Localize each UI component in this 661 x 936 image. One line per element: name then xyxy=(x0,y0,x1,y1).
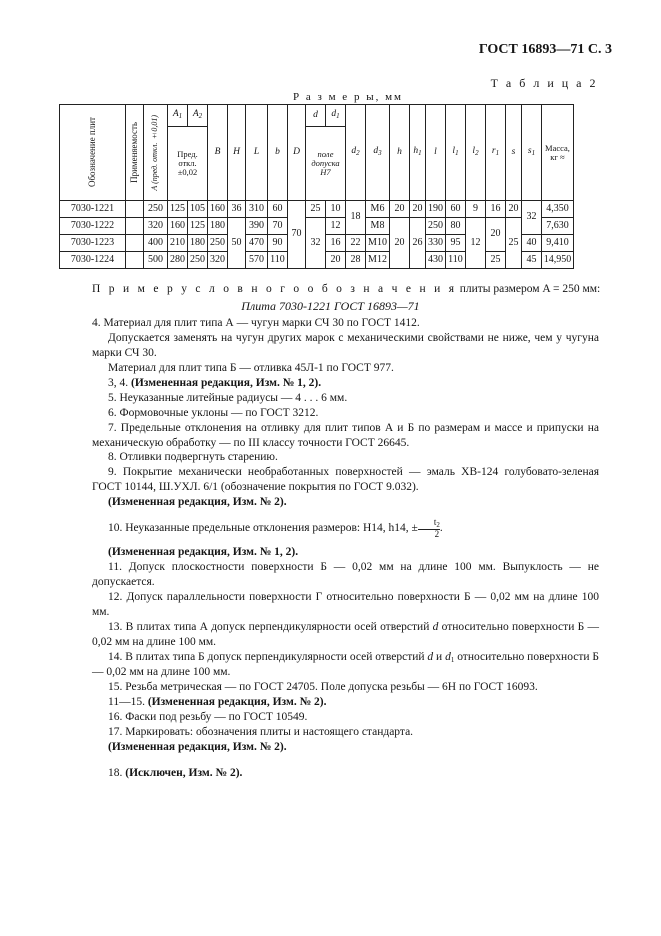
paragraph-9-note: (Измененная редакция, Изм. № 2). xyxy=(108,496,287,509)
paragraphs xyxy=(92,316,599,781)
header-mass: Масса, кг ≈ xyxy=(542,105,574,201)
example-text: плиты размером A = 250 мм: xyxy=(456,283,601,295)
header-applicability: Применяемость xyxy=(126,105,144,201)
table-row: 7030-1224 500 280 250 320 570 110 20 28 M12 430 110 25 45 14,950 xyxy=(60,252,574,269)
table-row: 7030-1222 320 160 125 180 50 390 70 32 12 M8 20 26 250 80 12 20 25 7,630 xyxy=(60,218,574,235)
example-line xyxy=(92,283,600,295)
paragraph-4c: Материал для плит типа Б — отливка 45Л-1 по ГОСТ 977. xyxy=(108,361,394,374)
table-label: Т а б л и ц а 2 xyxy=(490,76,598,90)
header-H: H xyxy=(228,105,246,201)
header-A-tolerance: Пред. откл. ±0,02 xyxy=(168,127,208,201)
paragraph-9: 9. Покрытие механически необработанных поверхностей — эмаль ХВ-124 голубовато-зеленая ГОСТ 10144, Ш.УХЛ. 6/1 (обозначение покрытия по ГОСТ 9.032). xyxy=(92,466,599,494)
paragraph-10: 10. Неуказанные предельные отклонения размеров: H14, h14, ± $\frac{t_2}{2}$ . xyxy=(108,517,443,540)
paragraph-11: 11. Допуск плоскостности поверхности Б — 0,02 мм на длине 100 мм. Выпуклость — не допускается. xyxy=(92,561,599,589)
table-row: 7030-1223 400 210 180 250 470 90 16 22 M10 330 95 40 9,410 xyxy=(60,235,574,252)
paragraph-5: 5. Неуказанные литейные радиусы — 4 . . . 6 мм. xyxy=(108,391,348,404)
header-A2: $A_2$ xyxy=(188,105,208,127)
table-row: 7030-1221 250 125 105 160 36 310 60 70 25 10 18 M6 20 20 190 60 9 16 20 32 4,350 xyxy=(60,201,574,218)
paragraph-34-note: 3, 4. (Измененная редакция, Изм. № 1, 2). xyxy=(108,376,322,389)
example-label: П р и м е р у с л о в н о г о о б о з н а ч е н и я xyxy=(92,283,457,295)
paragraph-6: 6. Формовочные уклоны — по ГОСТ 3212. xyxy=(108,406,319,419)
header-B: B xyxy=(208,105,228,201)
header-L: L xyxy=(246,105,268,201)
header-l2: $l_2$ xyxy=(466,105,486,201)
header-A: A (пред. откл. ±0,01) xyxy=(144,105,168,201)
paragraph-14: 14. В плитах типа Б допуск перпендикулярности осей отверстий d и $d_1$ относительно поверхности Б — 0,02 мм на длине 100 мм. xyxy=(92,650,599,678)
header-A1: $A_1$ xyxy=(168,105,188,127)
header-l: l xyxy=(426,105,446,201)
paragraph-12: 12. Допуск параллельности поверхности Г относительно поверхности Б — 0,02 мм на длине 100 мм. xyxy=(92,591,599,618)
sizes-header: Р а з м е р ы, мм xyxy=(293,91,404,103)
header-d3: $d_3$ xyxy=(366,105,390,201)
header-b: b xyxy=(268,105,288,201)
example-designation: Плита 7030-1221 ГОСТ 16893—71 xyxy=(241,299,420,313)
header-h1: $h_1$ xyxy=(410,105,426,201)
paragraph-4b: Допускается заменять на чугун других марок с механическими свойствами не ниже, чем у чугуна марки СЧ 30. xyxy=(92,331,599,359)
header-designation: Обозначение плит xyxy=(60,105,126,201)
header-D: D xyxy=(288,105,306,201)
paragraph-15: 15. Резьба метрическая — по ГОСТ 24705. Поле допуска резьбы — 6Н по ГОСТ 16093. xyxy=(108,680,538,693)
header-s: s xyxy=(506,105,522,201)
paragraph-17-note: (Измененная редакция, Изм. № 2). xyxy=(108,740,287,753)
header-h: h xyxy=(390,105,410,201)
paragraph-17: 17. Маркировать: обозначения плиты и настоящего стандарта. xyxy=(108,725,414,738)
header-d-tolerance: поле допуска H7 xyxy=(306,127,346,201)
paragraph-7: 7. Предельные отклонения на отливку для плит типов А и Б по размерам и массе и припуски на механическую обработку — по III классу точности ГОСТ 26645. xyxy=(92,421,599,449)
paragraph-4: 4. Материал для плит типа А — чугун марки СЧ 30 по ГОСТ 1412. xyxy=(92,317,420,329)
header-d1: $d_1$ xyxy=(326,105,346,127)
header-l1: $l_1$ xyxy=(446,105,466,201)
page-header: ГОСТ 16893—71 С. 3 xyxy=(478,42,612,57)
paragraph-18: 18. (Исключен, Изм. № 2). xyxy=(108,767,243,780)
header-r1: $r_1$ xyxy=(486,105,506,201)
paragraph-10-note: (Измененная редакция, Изм. № 1, 2). xyxy=(108,546,299,559)
dimensions-table xyxy=(59,104,574,269)
header-d: d xyxy=(306,105,326,127)
header-d2: $d_2$ xyxy=(346,105,366,201)
paragraph-16: 16. Фаски под резьбу — по ГОСТ 10549. xyxy=(108,710,308,723)
header-s1: $s_1$ xyxy=(522,105,542,201)
paragraph-8: 8. Отливки подвергнуть старению. xyxy=(108,451,278,464)
paragraph-13: 13. В плитах типа А допуск перпендикулярности осей отверстий d относительно поверхности Б — 0,02 мм на длине 100 мм. xyxy=(92,620,599,648)
paragraph-1115-note: 11—15. (Измененная редакция, Изм. № 2). xyxy=(108,695,327,708)
